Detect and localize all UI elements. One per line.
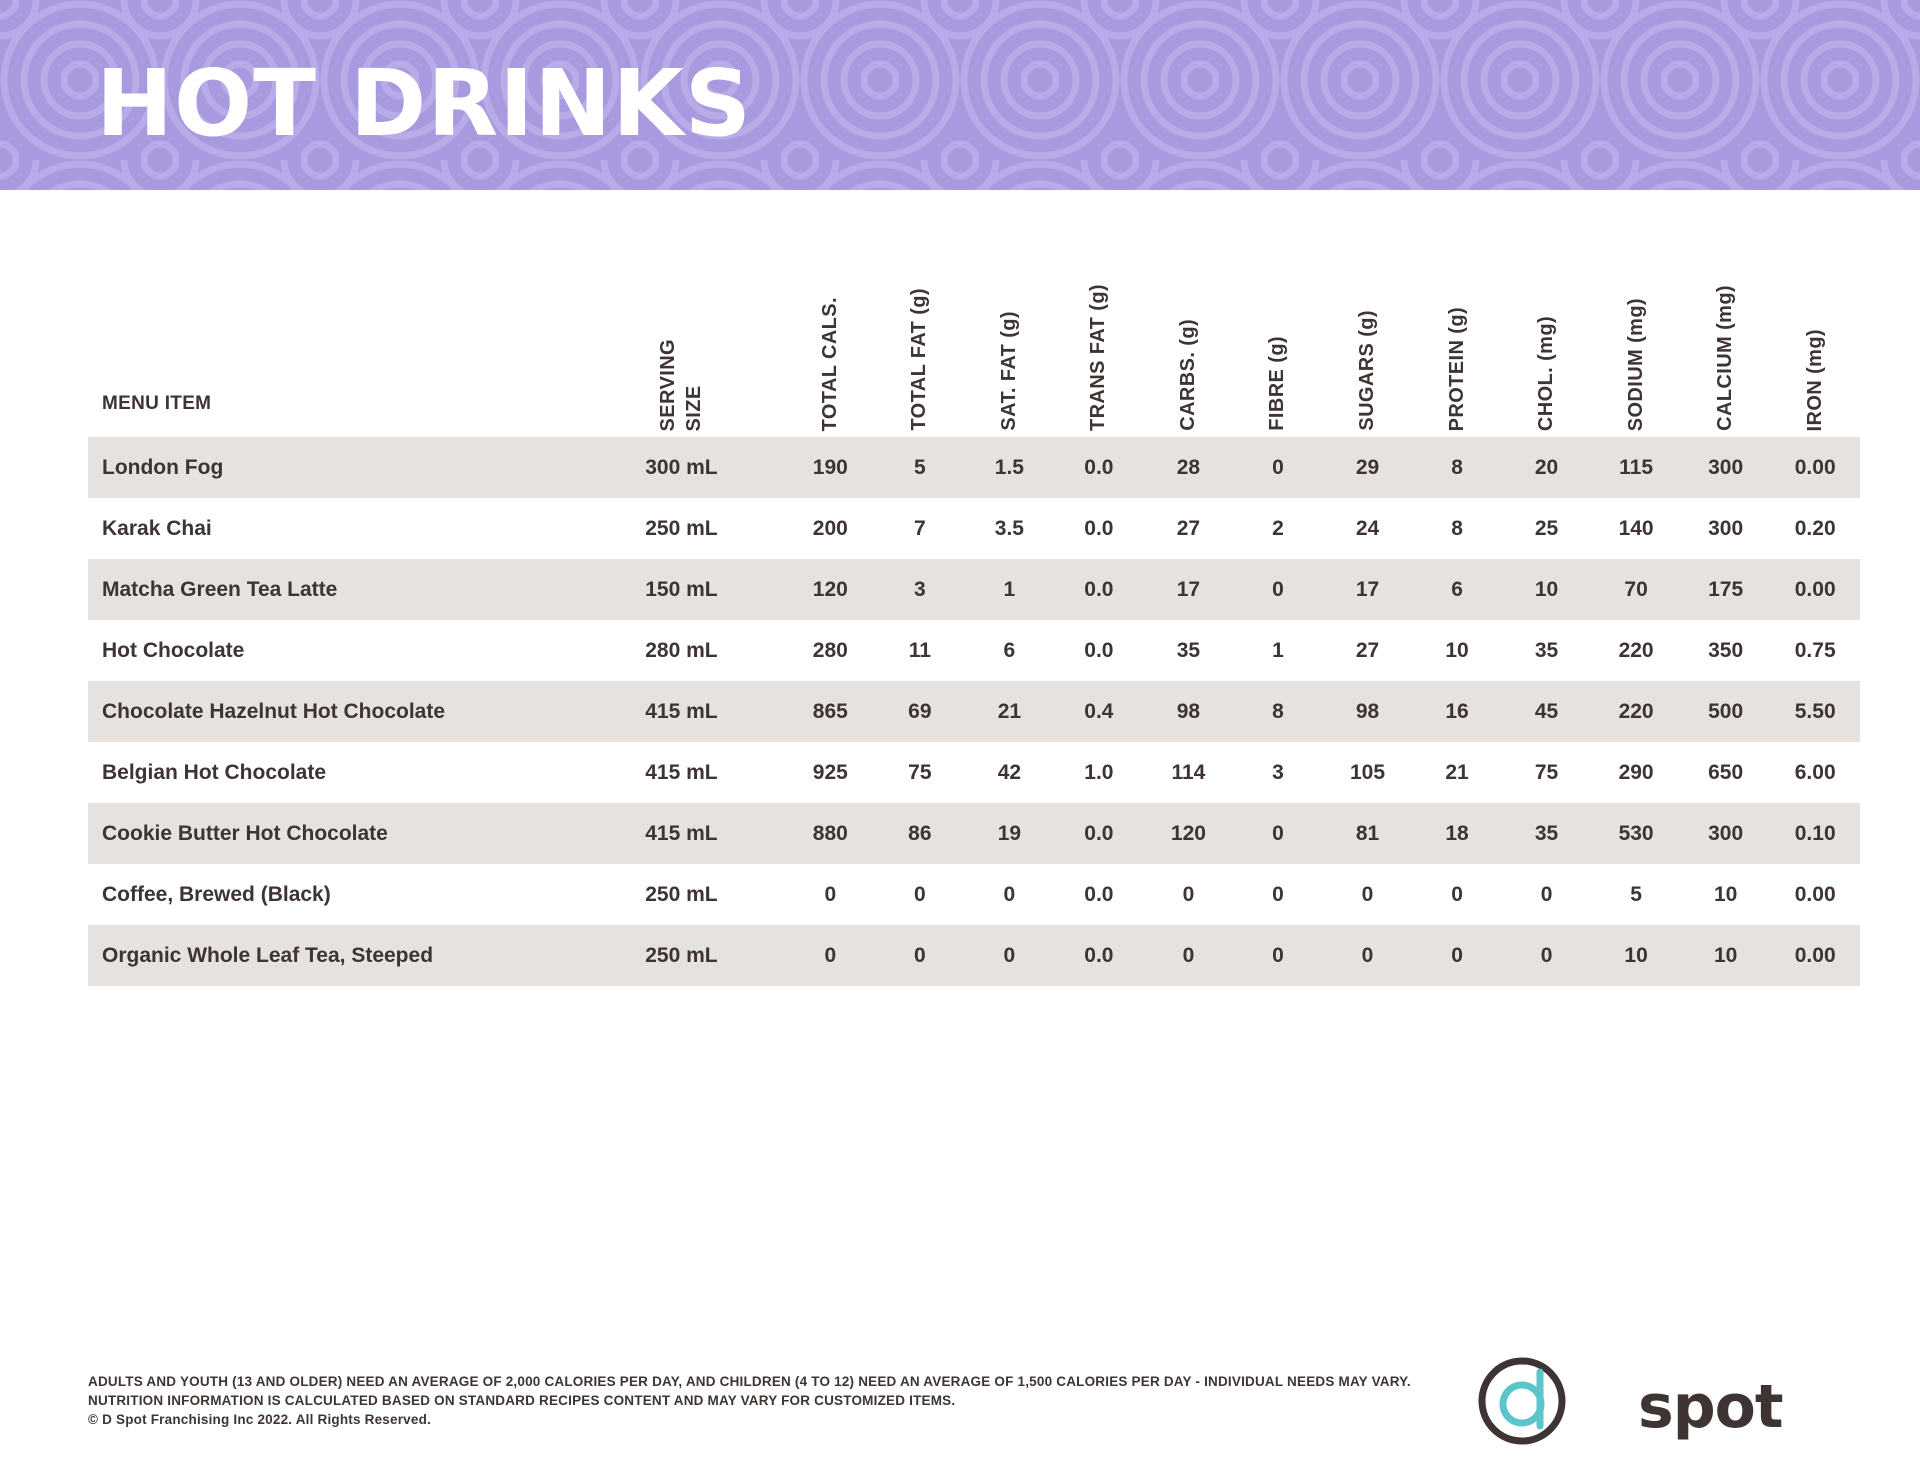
cell-fat: 0 — [875, 925, 965, 986]
cell-cals: 925 — [812, 760, 848, 784]
cell-calcium: 10 — [1681, 925, 1771, 986]
cell-chol: 45 — [1502, 681, 1592, 742]
cell-fibre: 8 — [1233, 681, 1323, 742]
cell-carbs: 0 — [1144, 925, 1234, 986]
cell-cals: 880 — [786, 803, 876, 864]
column-header-total-fat: TOTAL FAT (g) — [908, 288, 931, 431]
cell-serving-size: 415 mL — [577, 803, 785, 864]
cell-carbs: 17 — [1144, 559, 1234, 620]
cell-sugars: 81 — [1323, 803, 1413, 864]
cell-fat: 69 — [875, 681, 965, 742]
cell-protein: 10 — [1445, 638, 1469, 662]
cell-sugars: 0 — [1323, 925, 1413, 986]
cell-trans: 1.0 — [1084, 760, 1114, 784]
cell-sodium: 220 — [1591, 681, 1681, 742]
cell-trans: 0.0 — [1084, 882, 1114, 906]
cell-menu-item: Coffee, Brewed (Black) — [102, 882, 331, 906]
footer-line-2: NUTRITION INFORMATION IS CALCULATED BASED ON STANDARD RECIPES CONTENT AND MAY VARY FOR CUSTOMIZED ITEMS. — [88, 1393, 956, 1408]
cell-protein: 18 — [1412, 803, 1502, 864]
cell-sodium: 220 — [1618, 638, 1654, 662]
cell-sat: 19 — [965, 803, 1055, 864]
table-row — [88, 742, 1860, 803]
cell-protein: 21 — [1445, 760, 1469, 784]
cell-calcium: 10 — [1713, 882, 1738, 906]
column-header-chol: CHOL. (mg) — [1535, 315, 1558, 431]
cell-sat: 0 — [1003, 882, 1016, 906]
cell-calcium: 650 — [1708, 760, 1744, 784]
cell-serving-size: 250 mL — [645, 882, 718, 906]
table-row — [88, 437, 1860, 498]
cell-carbs: 114 — [1171, 760, 1206, 784]
cell-carbs: 120 — [1144, 803, 1234, 864]
cell-sugars: 17 — [1323, 559, 1413, 620]
cell-menu-item: Karak Chai — [102, 516, 212, 540]
footer-line-3: © D Spot Franchising Inc 2022. All Rights Reserved. — [88, 1412, 431, 1427]
cell-cals: 0 — [824, 882, 837, 906]
column-header-menu-item: MENU ITEM — [102, 393, 212, 414]
cell-menu-item: Organic Whole Leaf Tea, Steeped — [88, 925, 577, 986]
cell-sugars: 27 — [1355, 638, 1380, 662]
cell-fibre: 2 — [1272, 516, 1284, 540]
cell-serving-size: 415 mL — [577, 681, 785, 742]
cell-menu-item: Hot Chocolate — [102, 638, 245, 662]
cell-serving-size: 300 mL — [577, 437, 785, 498]
cell-calcium: 175 — [1681, 559, 1771, 620]
cell-sat: 21 — [965, 681, 1055, 742]
cell-serving-size: 250 mL — [577, 925, 785, 986]
cell-carbs: 0 — [1182, 882, 1195, 906]
cell-carbs: 98 — [1144, 681, 1234, 742]
cell-fibre: 3 — [1272, 760, 1284, 784]
cell-iron: 0.00 — [1794, 882, 1836, 906]
serving-size-header-text: SERVING SIZE — [657, 338, 706, 431]
cell-protein: 8 — [1451, 516, 1463, 540]
column-header-fibre: FIBRE (g) — [1266, 336, 1289, 431]
cell-protein: 8 — [1412, 437, 1502, 498]
cell-sugars: 0 — [1361, 882, 1374, 906]
cell-serving-size: 415 mL — [645, 760, 718, 784]
table-header-row — [88, 200, 1860, 437]
cell-chol: 35 — [1534, 638, 1559, 662]
cell-sodium: 70 — [1591, 559, 1681, 620]
cell-carbs: 35 — [1176, 638, 1201, 662]
cell-menu-item: Matcha Green Tea Latte — [88, 559, 577, 620]
cell-chol: 10 — [1502, 559, 1592, 620]
cell-fibre: 1 — [1272, 638, 1284, 662]
cell-calcium: 500 — [1681, 681, 1771, 742]
cell-chol: 35 — [1502, 803, 1592, 864]
cell-menu-item: Chocolate Hazelnut Hot Chocolate — [88, 681, 577, 742]
cell-menu-item: Belgian Hot Chocolate — [102, 760, 327, 784]
cell-sodium: 115 — [1591, 437, 1681, 498]
cell-iron: 6.00 — [1794, 760, 1836, 784]
cell-iron: 0.00 — [1770, 437, 1860, 498]
column-header-protein: PROTEIN (g) — [1445, 306, 1468, 431]
cell-trans: 0.0 — [1054, 803, 1144, 864]
cell-fibre: 0 — [1233, 559, 1323, 620]
column-header-serving-size — [577, 200, 785, 437]
cell-cals: 200 — [812, 516, 848, 540]
column-header-sodium: SODIUM (mg) — [1624, 297, 1647, 431]
cell-protein: 0 — [1451, 882, 1463, 906]
nutrition-table — [88, 200, 1860, 986]
cell-fat: 75 — [908, 760, 932, 784]
cell-iron: 0.20 — [1794, 516, 1836, 540]
table-row — [88, 559, 1860, 620]
cell-trans: 0.0 — [1054, 437, 1144, 498]
cell-cals: 120 — [786, 559, 876, 620]
cell-sat: 6 — [1003, 638, 1016, 662]
cell-cals: 190 — [786, 437, 876, 498]
cell-iron: 5.50 — [1770, 681, 1860, 742]
column-header-iron: IRON (mg) — [1803, 328, 1826, 431]
column-header-calcium: CALCIUM (mg) — [1714, 285, 1737, 431]
cell-iron: 0.10 — [1770, 803, 1860, 864]
cell-sugars: 29 — [1323, 437, 1413, 498]
cell-iron: 0.00 — [1770, 559, 1860, 620]
cell-carbs: 28 — [1144, 437, 1234, 498]
page-title: HOT DRINKS — [96, 50, 752, 157]
cell-fibre: 0 — [1272, 882, 1284, 906]
cell-fat: 11 — [908, 638, 931, 662]
column-header-carbs: CARBS. (g) — [1176, 319, 1199, 431]
cell-protein: 0 — [1412, 925, 1502, 986]
cell-trans: 0.0 — [1084, 638, 1114, 662]
table-row — [88, 864, 1860, 925]
cell-carbs: 27 — [1176, 516, 1201, 540]
cell-chol: 0 — [1540, 882, 1553, 906]
cell-chol: 20 — [1502, 437, 1592, 498]
cell-trans: 0.4 — [1054, 681, 1144, 742]
cell-trans: 0.0 — [1054, 925, 1144, 986]
cell-sat: 0 — [965, 925, 1055, 986]
cell-calcium: 300 — [1708, 516, 1744, 540]
cell-chol: 25 — [1534, 516, 1559, 540]
table-row — [88, 803, 1860, 864]
column-header-sat-fat: SAT. FAT (g) — [997, 311, 1020, 431]
cell-calcium: 300 — [1681, 803, 1771, 864]
cell-sat: 42 — [997, 760, 1022, 784]
cell-serving-size: 280 mL — [645, 638, 718, 662]
column-header-trans-fat: TRANS FAT (g) — [1087, 283, 1110, 431]
cell-fat: 5 — [875, 437, 965, 498]
cell-cals: 280 — [812, 638, 848, 662]
cell-fat: 86 — [875, 803, 965, 864]
page-header-banner — [0, 0, 1920, 190]
cell-fat: 7 — [914, 516, 926, 540]
cell-cals: 865 — [786, 681, 876, 742]
column-header-sugars: SUGARS (g) — [1356, 310, 1378, 431]
cell-trans: 0.0 — [1054, 559, 1144, 620]
cell-fibre: 0 — [1233, 437, 1323, 498]
cell-calcium: 350 — [1708, 638, 1744, 662]
table-body — [88, 437, 1860, 986]
cell-sat: 1 — [965, 559, 1055, 620]
table-row — [88, 681, 1860, 742]
column-header-total-cals: TOTAL CALS. — [818, 296, 841, 431]
cell-calcium: 300 — [1681, 437, 1771, 498]
cell-sugars: 98 — [1323, 681, 1413, 742]
cell-fat: 3 — [875, 559, 965, 620]
cell-menu-item: Cookie Butter Hot Chocolate — [88, 803, 577, 864]
cell-fibre: 0 — [1233, 803, 1323, 864]
cell-sodium: 5 — [1630, 882, 1642, 906]
footer-disclaimer — [88, 1372, 1468, 1429]
cell-serving-size: 250 mL — [645, 516, 718, 540]
cell-serving-size: 150 mL — [577, 559, 785, 620]
footer-line-1: ADULTS AND YOUTH (13 AND OLDER) NEED AN AVERAGE OF 2,000 CALORIES PER DAY, AND CHILDREN (4 TO 12) NEED AN AVERAGE OF 1,500 CALORIES PER DAY - INDIVIDUAL NEEDS MAY VARY. — [88, 1374, 1411, 1389]
cell-sodium: 140 — [1618, 516, 1654, 540]
cell-sodium: 10 — [1591, 925, 1681, 986]
table-row — [88, 620, 1860, 681]
cell-sodium: 530 — [1591, 803, 1681, 864]
cell-iron: 0.75 — [1794, 638, 1836, 662]
cell-chol: 0 — [1502, 925, 1592, 986]
cell-iron: 0.00 — [1770, 925, 1860, 986]
cell-sodium: 290 — [1618, 760, 1654, 784]
cell-menu-item: London Fog — [88, 437, 577, 498]
cell-cals: 0 — [786, 925, 876, 986]
cell-sat: 3.5 — [994, 516, 1024, 540]
brand-logo — [1470, 1356, 1840, 1446]
cell-chol: 75 — [1534, 760, 1559, 784]
dspot-logo-mark-icon — [1470, 1356, 1640, 1446]
cell-fat: 0 — [914, 882, 926, 906]
cell-protein: 16 — [1412, 681, 1502, 742]
cell-protein: 6 — [1412, 559, 1502, 620]
cell-trans: 0.0 — [1084, 516, 1114, 540]
table-row — [88, 498, 1860, 559]
cell-sugars: 105 — [1349, 760, 1386, 784]
cell-sugars: 24 — [1355, 516, 1380, 540]
brand-logo-text: spot — [1638, 1372, 1783, 1442]
nutrition-table-container — [88, 200, 1860, 986]
cell-sat: 1.5 — [965, 437, 1055, 498]
cell-fibre: 0 — [1233, 925, 1323, 986]
table-row — [88, 925, 1860, 986]
